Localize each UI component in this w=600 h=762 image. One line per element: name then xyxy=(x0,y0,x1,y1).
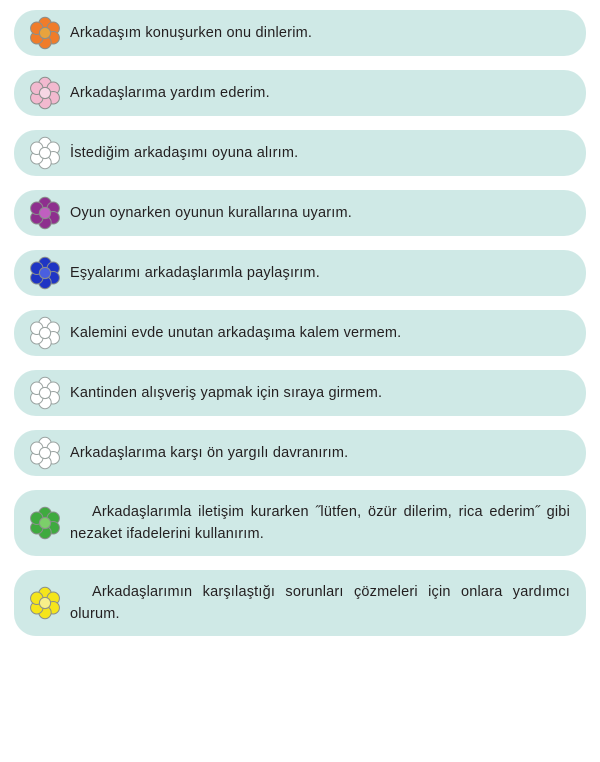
statement-row[interactable] xyxy=(14,130,586,176)
statement-row[interactable] xyxy=(14,250,586,296)
flower-icon[interactable] xyxy=(28,136,62,170)
flower-icon[interactable] xyxy=(28,376,62,410)
flower-icon[interactable] xyxy=(28,506,62,540)
statement-row[interactable] xyxy=(14,190,586,236)
flower-icon[interactable] xyxy=(28,316,62,350)
flower-icon[interactable] xyxy=(28,586,62,620)
statement-text: Eşyalarımı arkadaşlarımla paylaşırım. xyxy=(70,264,320,281)
statement-text: Arkadaşlarımın karşılaştığı sorunları çözmeleri için onlara yardımcı olurum. xyxy=(70,583,570,622)
statement-row[interactable] xyxy=(14,70,586,116)
statement-text: Kalemini evde unutan arkadaşıma kalem vermem. xyxy=(70,324,402,341)
statement-row[interactable] xyxy=(14,370,586,416)
statement-list xyxy=(14,10,586,636)
flower-icon[interactable] xyxy=(28,256,62,290)
flower-icon[interactable] xyxy=(28,196,62,230)
statement-row[interactable] xyxy=(14,490,586,556)
flower-icon[interactable] xyxy=(28,76,62,110)
statement-text: Arkadaşlarıma yardım ederim. xyxy=(70,84,270,101)
statement-text: İstediğim arkadaşımı oyuna alırım. xyxy=(70,144,299,161)
statement-row[interactable] xyxy=(14,430,586,476)
statement-text: Arkadaşlarımla iletişim kurarken ˝lütfen, özür dilerim, rica ederim˝ gibi nezaket ifadelerini kullanırım. xyxy=(70,503,570,542)
statement-text: Oyun oynarken oyunun kurallarına uyarım. xyxy=(70,204,353,221)
statement-text: Kantinden alışveriş yapmak için sıraya girmem. xyxy=(70,384,383,401)
flower-icon[interactable] xyxy=(28,436,62,470)
statement-row[interactable] xyxy=(14,10,586,56)
statement-text: Arkadaşlarıma karşı ön yargılı davranırım. xyxy=(70,444,349,461)
flower-icon[interactable] xyxy=(28,16,62,50)
statement-text: Arkadaşım konuşurken onu dinlerim. xyxy=(70,24,313,41)
statement-row[interactable] xyxy=(14,570,586,636)
statement-row[interactable] xyxy=(14,310,586,356)
